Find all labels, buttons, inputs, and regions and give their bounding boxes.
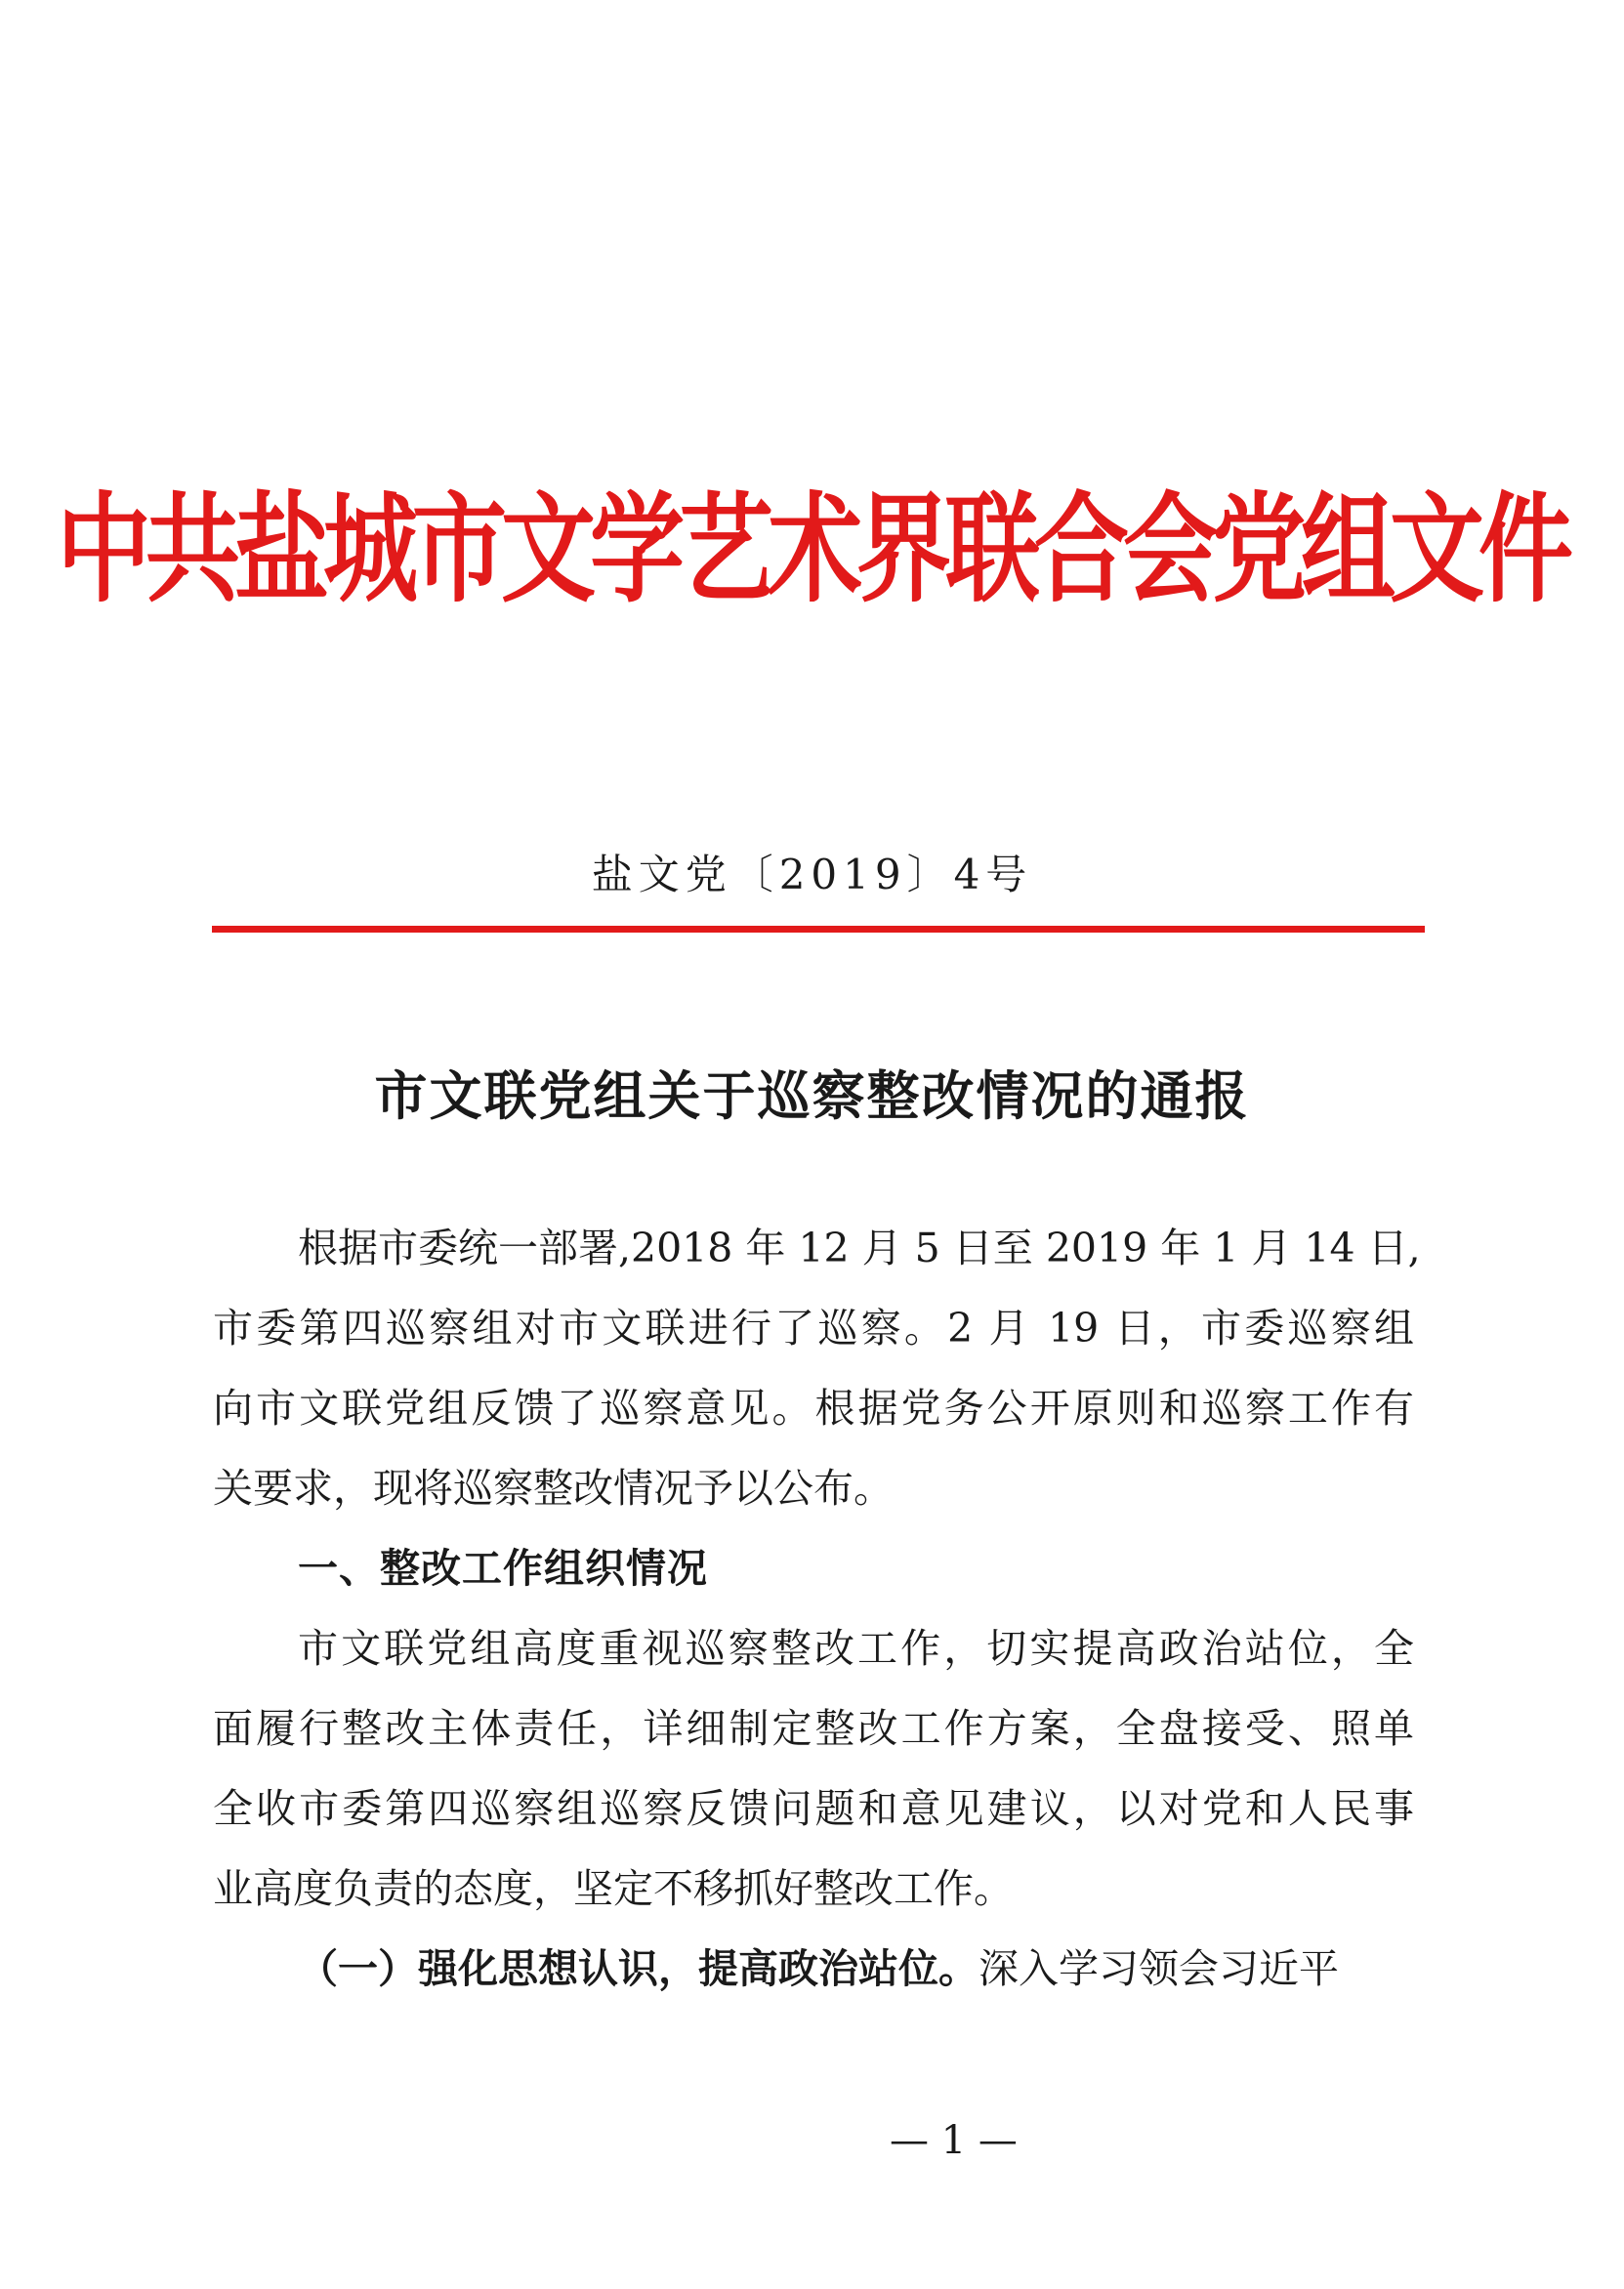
paragraph-3-text: 深入学习领会习近平 [979,1945,1339,1992]
paragraph-1-line-3: 向市文联党组反馈了巡察意见。根据党务公开原则和巡察工作有 [213,1385,1414,1432]
paragraph-2-line-3: 全收市委第四巡察组巡察反馈问题和意见建议，以对党和人民事 [213,1785,1414,1832]
page-number: — 1 — [890,2118,1018,2163]
paragraph-1-line-2: 市委第四巡察组对市文联进行了巡察。2 月 19 日，市委巡察组 [213,1305,1414,1352]
paragraph-1-line-1: 根据市委统一部署,2018 年 12 月 5 日至 2019 年 1 月 14 日, [298,1225,1421,1271]
paragraph-2-line-2: 面履行整改主体责任，详细制定整改工作方案，全盘接受、照单 [213,1705,1414,1752]
document-title: 市文联党组关于巡察整改情况的通报 [374,1064,1250,1127]
section-1-heading: 一、整改工作组织情况 [298,1545,708,1592]
paragraph-2-line-1: 市文联党组高度重视巡察整改工作，切实提高政治站位，全 [298,1625,1414,1672]
subsection-1-heading: （一）强化思想认识，提高政治站位。 [298,1945,979,1992]
document-number: 盐文党〔2019〕4号 [591,851,1033,898]
issuing-organization-title: 中共盐城市文学艺术界联合会党组文件 [57,479,1567,618]
paragraph-1-line-4: 关要求，现将巡察整改情况予以公布。 [213,1465,894,1512]
paragraph-3-line-1 [298,1939,1414,1998]
red-separator-line [212,926,1425,933]
paragraph-2-line-4: 业高度负责的态度，坚定不移抓好整改工作。 [213,1865,1014,1912]
